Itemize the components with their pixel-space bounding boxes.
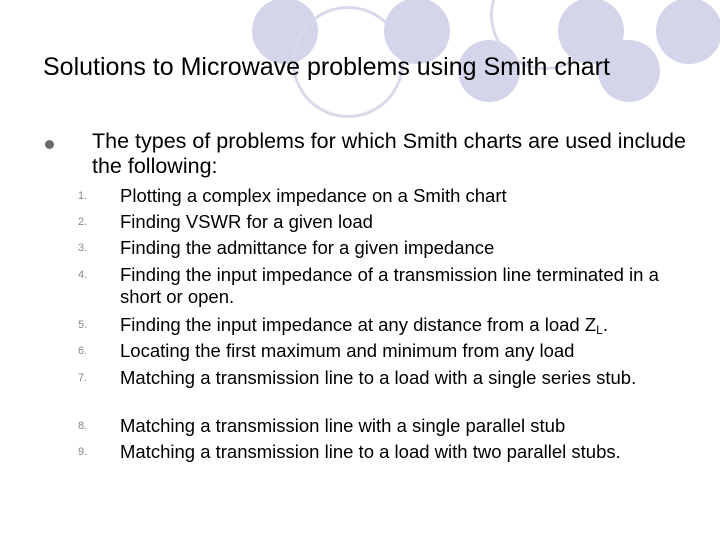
list-item-text-tail: . — [602, 314, 608, 335]
list-item-text: Finding the input impedance of a transmission line terminated in a short or open. — [120, 264, 659, 307]
list-item-text: Matching a transmission line to a load with two parallel stubs. — [120, 441, 621, 462]
intro-text: The types of problems for which Smith charts are used include the following: — [92, 129, 686, 178]
slide-title: Solutions to Microwave problems using Smith chart — [43, 53, 610, 81]
list-item-text-main: Finding the input impedance at any distance from a load Z — [120, 314, 597, 335]
list-item-text: Matching a transmission line with a single parallel stub — [120, 415, 566, 436]
list-number: 2. — [78, 216, 88, 228]
list-number: 5. — [78, 319, 88, 331]
list-item-text: Finding the admittance for a given impedance — [120, 237, 495, 258]
list-number: 9. — [78, 446, 88, 458]
list-number: 8. — [78, 420, 88, 432]
subscript: L — [596, 323, 603, 337]
list-item-text — [120, 314, 680, 341]
list-number: 4. — [78, 269, 88, 281]
list-item-text: Finding VSWR for a given load — [120, 211, 373, 232]
list-item-text: Matching a transmission line to a load with a single series stub. — [120, 367, 637, 388]
bullet-icon — [45, 140, 54, 149]
list-number: 1. — [78, 190, 88, 202]
decorative-circle — [656, 0, 720, 64]
list-number: 3. — [78, 242, 88, 254]
list-number: 6. — [78, 345, 88, 357]
list-item-text: Locating the first maximum and minimum from any load — [120, 340, 575, 361]
list-number: 7. — [78, 372, 88, 384]
list-item-text: Plotting a complex impedance on a Smith chart — [120, 185, 507, 206]
